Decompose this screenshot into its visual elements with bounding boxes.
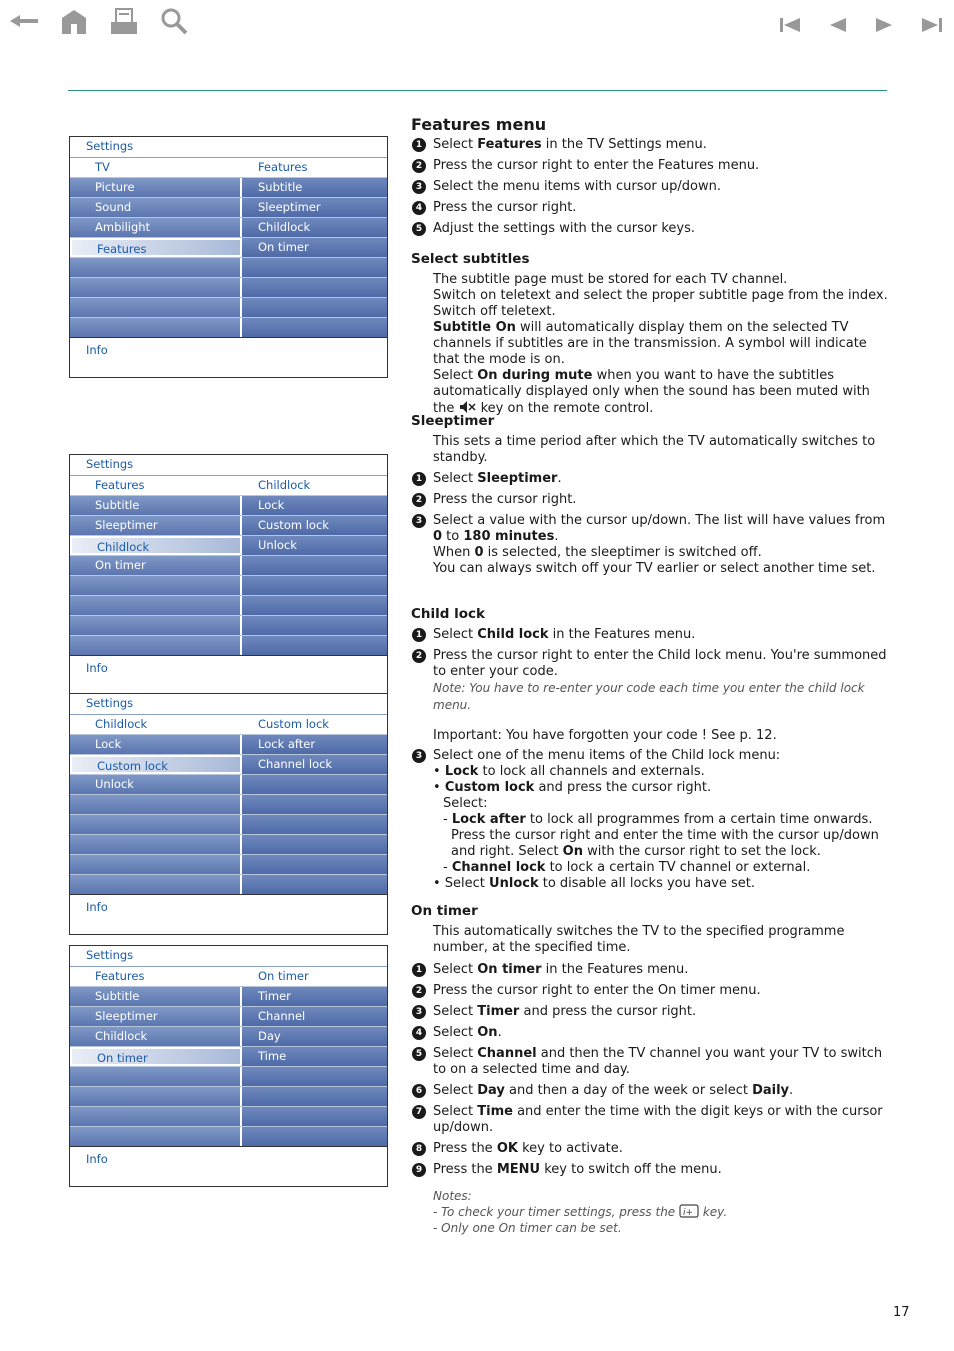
features-step-3: 3 Select the menu items with cursor up/down. xyxy=(411,179,891,195)
menu-item-left[interactable] xyxy=(70,576,242,595)
menu-row[interactable] xyxy=(70,615,387,635)
menu-item-right[interactable]: Timer xyxy=(242,987,387,1006)
menu-item-left[interactable]: Sleeptimer xyxy=(70,1007,242,1026)
menu-panel-features xyxy=(69,136,388,378)
menu-header-right: Childlock xyxy=(258,478,311,492)
menu-item-left[interactable] xyxy=(70,855,242,874)
menu-header-row xyxy=(70,475,387,495)
search-icon[interactable] xyxy=(158,6,190,36)
menu-item-left[interactable]: Childlock xyxy=(70,536,242,555)
menu-title-row xyxy=(70,137,387,157)
subtitles-text: The subtitle page must be stored for each TV channel. Switch on teletext and select the proper subtitle page from the index. Switch off teletext. Subtitle On will automatically display them on the selected TV channels if subtitles are in the transmission. A symbol will indicate that the mode is on. Select On during mute when you want to have the subtitles automatically displayed only when the sound has been muted with the key on the remote control. xyxy=(433,272,888,416)
top-nav-bar xyxy=(0,0,954,50)
info-key-icon xyxy=(679,1204,699,1218)
menu-info: Info xyxy=(70,655,387,695)
menu-item-left[interactable]: On timer xyxy=(70,1047,242,1066)
menu-row[interactable] xyxy=(70,197,387,217)
menu-row[interactable] xyxy=(70,814,387,834)
menu-row[interactable] xyxy=(70,1126,387,1146)
menu-item-right[interactable]: Channel lock xyxy=(242,755,387,774)
menu-item-right[interactable]: Channel xyxy=(242,1007,387,1026)
subtitles-title: Select subtitles xyxy=(411,251,530,267)
menu-item-right[interactable] xyxy=(242,258,387,277)
menu-item-right[interactable]: Day xyxy=(242,1027,387,1046)
sleeptimer-step-2: 2 Press the cursor right. xyxy=(411,492,891,508)
menu-row[interactable] xyxy=(70,1026,387,1046)
menu-item-left[interactable] xyxy=(70,298,242,317)
menu-item-right[interactable]: Time xyxy=(242,1047,387,1066)
childlock-section: Child lock 1 Select Child lock in the Features menu. 2 Press the cursor right to enter the Child lock menu. You're summoned to enter your code. Note: You have to re-enter your code each time you enter the child lock menu. Important: You have forgotten your code ! See p. 12. 3 Select one of the menu items of the Child lock menu: • Lock to lock all channels and externals. • Custom lock and press the cursor right. Select: - Lock after to lock all programmes from a certain time onwards. Press the cursor right and enter the time with the cursor up/down and right. Select On with the cursor right to set the lock. - Channel lock to lock a certain TV channel or external. • Select Unlock to disable all locks you have set. xyxy=(411,592,891,892)
menu-item-right[interactable] xyxy=(242,576,387,595)
menu-row[interactable] xyxy=(70,317,387,337)
menu-header-row xyxy=(70,714,387,734)
menu-item-right[interactable]: Lock xyxy=(242,496,387,515)
childlock-step-3: 3 Select one of the menu items of the Child lock menu: xyxy=(411,748,891,764)
menu-panel-on-timer xyxy=(69,945,388,1187)
menu-item-right[interactable] xyxy=(242,298,387,317)
features-step-4: 4 Press the cursor right. xyxy=(411,200,891,216)
previous-page-icon[interactable] xyxy=(822,10,854,40)
menu-item-left[interactable] xyxy=(70,795,242,814)
menu-item-right[interactable]: Custom lock xyxy=(242,516,387,535)
menu-header-left: Features xyxy=(95,478,145,492)
menu-item-right[interactable]: Sleeptimer xyxy=(242,198,387,217)
ontimer-step-6: 6 Select Day and then a day of the week or select Daily. xyxy=(411,1083,891,1099)
sleeptimer-title: Sleeptimer xyxy=(411,413,495,429)
menu-item-left[interactable]: Picture xyxy=(70,178,242,197)
ontimer-step-8: 8 Press the OK key to activate. xyxy=(411,1141,891,1157)
sleeptimer-section: Sleeptimer This sets a time period after which the TV automatically switches to standby. 1 Select Sleeptimer. 2 Press the cursor right. 3 Select a value with the cursor up/down. The list will have values from 0 to 180 minutes. When 0 is selected, the sleeptimer is switched off. You can always switch off your TV earlier or select another time set. xyxy=(411,399,891,582)
menu-item-left[interactable] xyxy=(70,1087,242,1106)
menu-item-right[interactable] xyxy=(242,636,387,655)
svg-text:i+: i+ xyxy=(683,1208,694,1218)
menu-item-left[interactable]: Unlock xyxy=(70,775,242,794)
features-title: Features menu xyxy=(411,115,547,134)
menu-item-right[interactable] xyxy=(242,855,387,874)
menu-item-left[interactable]: Childlock xyxy=(70,1027,242,1046)
menu-item-left[interactable]: Sound xyxy=(70,198,242,217)
menu-header-right: Features xyxy=(258,160,308,174)
menu-item-right[interactable] xyxy=(242,835,387,854)
menu-item-left[interactable]: Subtitle xyxy=(70,496,242,515)
menu-item-left[interactable]: Ambilight xyxy=(70,218,242,237)
menu-item-left[interactable] xyxy=(70,815,242,834)
sleeptimer-step-1: 1 Select Sleeptimer. xyxy=(411,471,891,487)
childlock-step-1: 1 Select Child lock in the Features menu. xyxy=(411,627,891,643)
menu-item-left[interactable] xyxy=(70,1067,242,1086)
menu-item-left[interactable]: Subtitle xyxy=(70,987,242,1006)
features-section xyxy=(411,117,891,242)
menu-item-right[interactable]: Childlock xyxy=(242,218,387,237)
menu-item-right[interactable] xyxy=(242,775,387,794)
print-icon[interactable] xyxy=(108,6,140,36)
menu-panel-childlock xyxy=(69,454,388,696)
childlock-step-2: 2 Press the cursor right to enter the Child lock menu. You're summoned to enter your code. Note: You have to re-enter your code each time you enter the child lock menu. xyxy=(411,648,891,714)
childlock-title: Child lock xyxy=(411,606,486,622)
menu-item-left[interactable]: Lock xyxy=(70,735,242,754)
menu-title: Settings xyxy=(86,139,134,153)
menu-item-left[interactable] xyxy=(70,1107,242,1126)
subtitles-section xyxy=(411,237,891,417)
menu-title-row xyxy=(70,946,387,966)
back-arrow-icon[interactable] xyxy=(8,6,40,36)
features-step-2: 2 Press the cursor right to enter the Features menu. xyxy=(411,158,891,174)
menu-row[interactable] xyxy=(70,834,387,854)
menu-row[interactable] xyxy=(70,237,387,257)
menu-row[interactable] xyxy=(70,874,387,894)
ontimer-notes: Notes: - To check your timer settings, press the i+ key. - Only one On timer can be set. xyxy=(433,1189,728,1235)
menu-item-left[interactable] xyxy=(70,258,242,277)
menu-row[interactable] xyxy=(70,1046,387,1066)
sleeptimer-step-3: 3 Select a value with the cursor up/down. The list will have values from 0 to 180 minutes. When 0 is selected, the sleeptimer is switched off. You can always switch off your TV earlier or select another time set. xyxy=(411,513,891,577)
menu-row[interactable] xyxy=(70,297,387,317)
menu-item-left[interactable] xyxy=(70,318,242,337)
menu-item-right[interactable] xyxy=(242,596,387,615)
ontimer-title: On timer xyxy=(411,903,478,919)
menu-title: Settings xyxy=(86,457,134,471)
menu-item-left[interactable] xyxy=(70,616,242,635)
menu-row[interactable] xyxy=(70,794,387,814)
menu-row[interactable] xyxy=(70,635,387,655)
ontimer-step-1: 1 Select On timer in the Features menu. xyxy=(411,962,891,978)
menu-title: Settings xyxy=(86,696,134,710)
menu-item-right[interactable] xyxy=(242,616,387,635)
menu-item-right[interactable]: On timer xyxy=(242,238,387,257)
menu-item-right[interactable] xyxy=(242,1107,387,1126)
menu-item-left[interactable]: On timer xyxy=(70,556,242,575)
ontimer-step-3: 3 Select Timer and press the cursor right. xyxy=(411,1004,891,1020)
menu-item-left[interactable] xyxy=(70,636,242,655)
ontimer-step-4: 4 Select On. xyxy=(411,1025,891,1041)
menu-row[interactable] xyxy=(70,595,387,615)
ontimer-step-2: 2 Press the cursor right to enter the On timer menu. xyxy=(411,983,891,999)
menu-info: Info xyxy=(70,337,387,377)
menu-panel-custom-lock xyxy=(69,693,388,935)
menu-item-right[interactable] xyxy=(242,795,387,814)
menu-item-right[interactable] xyxy=(242,318,387,337)
menu-header-row xyxy=(70,157,387,177)
menu-title-row xyxy=(70,455,387,475)
menu-header-right: Custom lock xyxy=(258,717,329,731)
menu-item-left[interactable] xyxy=(70,875,242,894)
menu-item-left[interactable] xyxy=(70,1127,242,1146)
menu-row[interactable] xyxy=(70,854,387,874)
ontimer-step-7: 7 Select Time and enter the time with the digit keys or with the cursor up/down. xyxy=(411,1104,891,1136)
page-number: 17 xyxy=(893,1305,910,1320)
menu-item-right[interactable] xyxy=(242,815,387,834)
menu-item-left[interactable]: Custom lock xyxy=(70,755,242,774)
menu-item-right[interactable] xyxy=(242,556,387,575)
menu-row[interactable] xyxy=(70,277,387,297)
menu-item-right[interactable] xyxy=(242,1127,387,1146)
menu-header-right: On timer xyxy=(258,969,309,983)
menu-row[interactable] xyxy=(70,535,387,555)
menu-row[interactable] xyxy=(70,555,387,575)
menu-item-right[interactable] xyxy=(242,875,387,894)
menu-item-left[interactable]: Features xyxy=(70,238,242,257)
home-icon[interactable] xyxy=(58,6,90,36)
menu-row[interactable] xyxy=(70,1066,387,1086)
menu-item-left[interactable]: Sleeptimer xyxy=(70,516,242,535)
menu-title: Settings xyxy=(86,948,134,962)
menu-row[interactable] xyxy=(70,257,387,277)
features-step-5: 5 Adjust the settings with the cursor keys. xyxy=(411,221,891,237)
menu-info: Info xyxy=(70,894,387,934)
menu-item-right[interactable]: Unlock xyxy=(242,536,387,555)
menu-row[interactable] xyxy=(70,1006,387,1026)
menu-row[interactable] xyxy=(70,575,387,595)
menu-row[interactable] xyxy=(70,217,387,237)
menu-item-right[interactable] xyxy=(242,1087,387,1106)
menu-row[interactable] xyxy=(70,1086,387,1106)
menu-row[interactable] xyxy=(70,1106,387,1126)
menu-item-right[interactable]: Subtitle xyxy=(242,178,387,197)
menu-header-left: TV xyxy=(95,160,110,174)
menu-row[interactable] xyxy=(70,495,387,515)
ontimer-step-9: 9 Press the MENU key to switch off the menu. xyxy=(411,1162,891,1178)
menu-header-row xyxy=(70,966,387,986)
menu-item-left[interactable] xyxy=(70,278,242,297)
menu-row[interactable] xyxy=(70,754,387,774)
menu-row[interactable] xyxy=(70,177,387,197)
header-rule xyxy=(68,90,887,91)
menu-header-left: Features xyxy=(95,969,145,983)
ontimer-step-5: 5 Select Channel and then the TV channel you want your TV to switch to on a selected time and day. xyxy=(411,1046,891,1078)
menu-item-left[interactable] xyxy=(70,835,242,854)
menu-row[interactable] xyxy=(70,986,387,1006)
features-step-1: 1 Select Features in the TV Settings menu. xyxy=(411,137,891,153)
menu-item-right[interactable] xyxy=(242,278,387,297)
menu-row[interactable] xyxy=(70,734,387,754)
menu-item-left[interactable] xyxy=(70,596,242,615)
last-page-icon[interactable] xyxy=(914,10,946,40)
next-page-icon[interactable] xyxy=(868,10,900,40)
menu-item-right[interactable] xyxy=(242,1067,387,1086)
menu-row[interactable] xyxy=(70,774,387,794)
first-page-icon[interactable] xyxy=(776,10,808,40)
ontimer-section: On timer This automatically switches the TV to the specified programme number, at the specified time. 1 Select On timer in the Features menu. 2 Press the cursor right to enter the On timer menu. 3 Select Timer and press the cursor right. 4 Select On. 5 Select Channel and then the TV channel you want your TV to switch to on a selected time and day. 6 Select Day and then a day of the week or select Daily. 7 Select Time and enter the time with the digit keys or with the cursor up/down. 8 Press the OK key to activate. 9 Press the MENU key to switch off the menu. Notes: - To check your timer settings, press the i+ key. - Only one On timer can be set. xyxy=(411,889,891,1236)
menu-row[interactable] xyxy=(70,515,387,535)
menu-item-right[interactable]: Lock after xyxy=(242,735,387,754)
menu-header-left: Childlock xyxy=(95,717,148,731)
menu-info: Info xyxy=(70,1146,387,1186)
menu-title-row xyxy=(70,694,387,714)
